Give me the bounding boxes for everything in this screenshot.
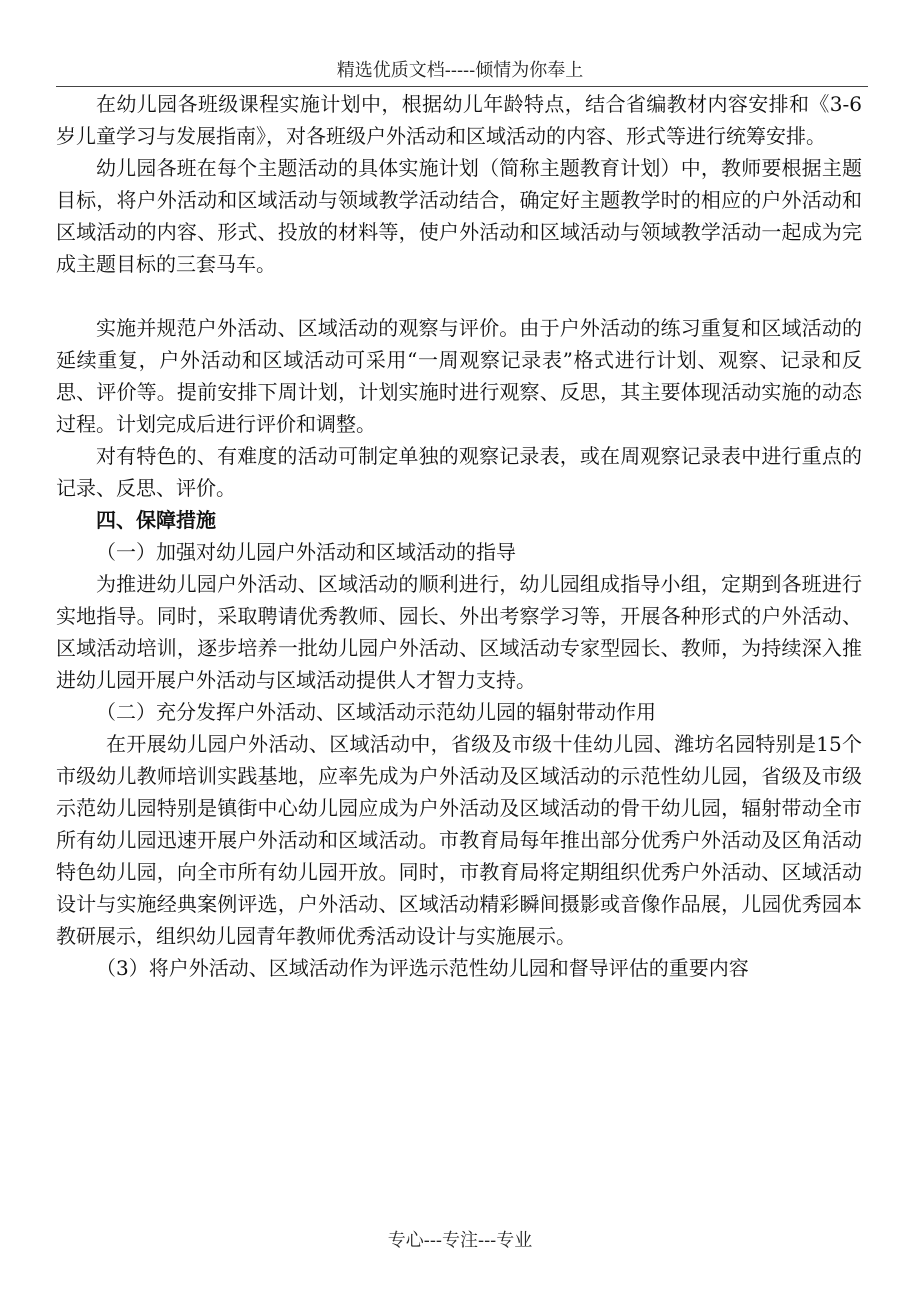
paragraph: 实施并规范户外活动、区域活动的观察与评价。由于户外活动的练习重复和区域活动的延续重复，户外活动和区域活动可采用“一周观察记录表”格式进行计划、观察、记录和反思、评价等。提前安排下周计划，计划实施时进行观察、反思，其主要体现活动实施的动态过程。计划完成后进行评价和调整。 [56, 316, 862, 436]
paragraph: 在幼儿园各班级课程实施计划中，根据幼儿年龄特点，结合省编教材内容安排和《3-6岁儿童学习与发展指南》，对各班级户外活动和区域活动的内容、形式等进行统筹安排。 [56, 92, 862, 148]
header-divider [56, 86, 868, 87]
paragraph: 为推进幼儿园户外活动、区域活动的顺利进行，幼儿园组成指导小组，定期到各班进行实地指导。同时，采取聘请优秀教师、园长、外出考察学习等，开展各种形式的户外活动、区域活动培训，逐步培养一批幼儿园户外活动、区域活动专家型园长、教师，为持续深入推进幼儿园开展户外活动与区域活动提供人才智力支持。 [56, 572, 862, 692]
paragraph: 对有特色的、有难度的活动可制定单独的观察记录表，或在周观察记录表中进行重点的记录、反思、评价。 [56, 444, 862, 500]
section-heading: 四、保障措施 [96, 508, 216, 532]
paragraph: 幼儿园各班在每个主题活动的具体实施计划（简称主题教育计划）中，教师要根据主题目标，将户外活动和区域活动与领域教学活动结合，确定好主题教学时的相应的户外活动和区域活动的内容、形式、投放的材料等，使户外活动和区域活动与领域教学活动一起成为完成主题目标的三套马车。 [56, 156, 862, 276]
paragraph: 在开展幼儿园户外活动、区域活动中，省级及市级十佳幼儿园、潍坊名园特别是15个市级幼儿教师培训实践基地，应率先成为户外活动及区域活动的示范性幼儿园，省级及市级示范幼儿园特别是镇街中心幼儿园应成为户外活动及区域活动的骨干幼儿园，辐射带动全市所有幼儿园迅速开展户外活动和区域活动。市教育局每年推出部分优秀户外活动及区角活动特色幼儿园，向全市所有幼儿园开放。同时，市教育局将定期组织优秀户外活动、区域活动设计与实施经典案例评选，户外活动、区域活动精彩瞬间摄影或音像作品展，儿园优秀园本教研展示，组织幼儿园青年教师优秀活动设计与实施展示。 [56, 732, 862, 948]
subsection-heading: （3）将户外活动、区域活动作为评选示范性幼儿园和督导评估的重要内容 [96, 956, 749, 980]
subsection-heading: （一）加强对幼儿园户外活动和区域活动的指导 [96, 540, 516, 564]
document-body [56, 88, 862, 984]
page-footer: 专心---专注---专业 [387, 1230, 533, 1251]
page-header: 精选优质文档-----倾情为你奉上 [336, 60, 584, 81]
subsection-heading: （二）充分发挥户外活动、区域活动示范幼儿园的辐射带动作用 [96, 700, 656, 724]
